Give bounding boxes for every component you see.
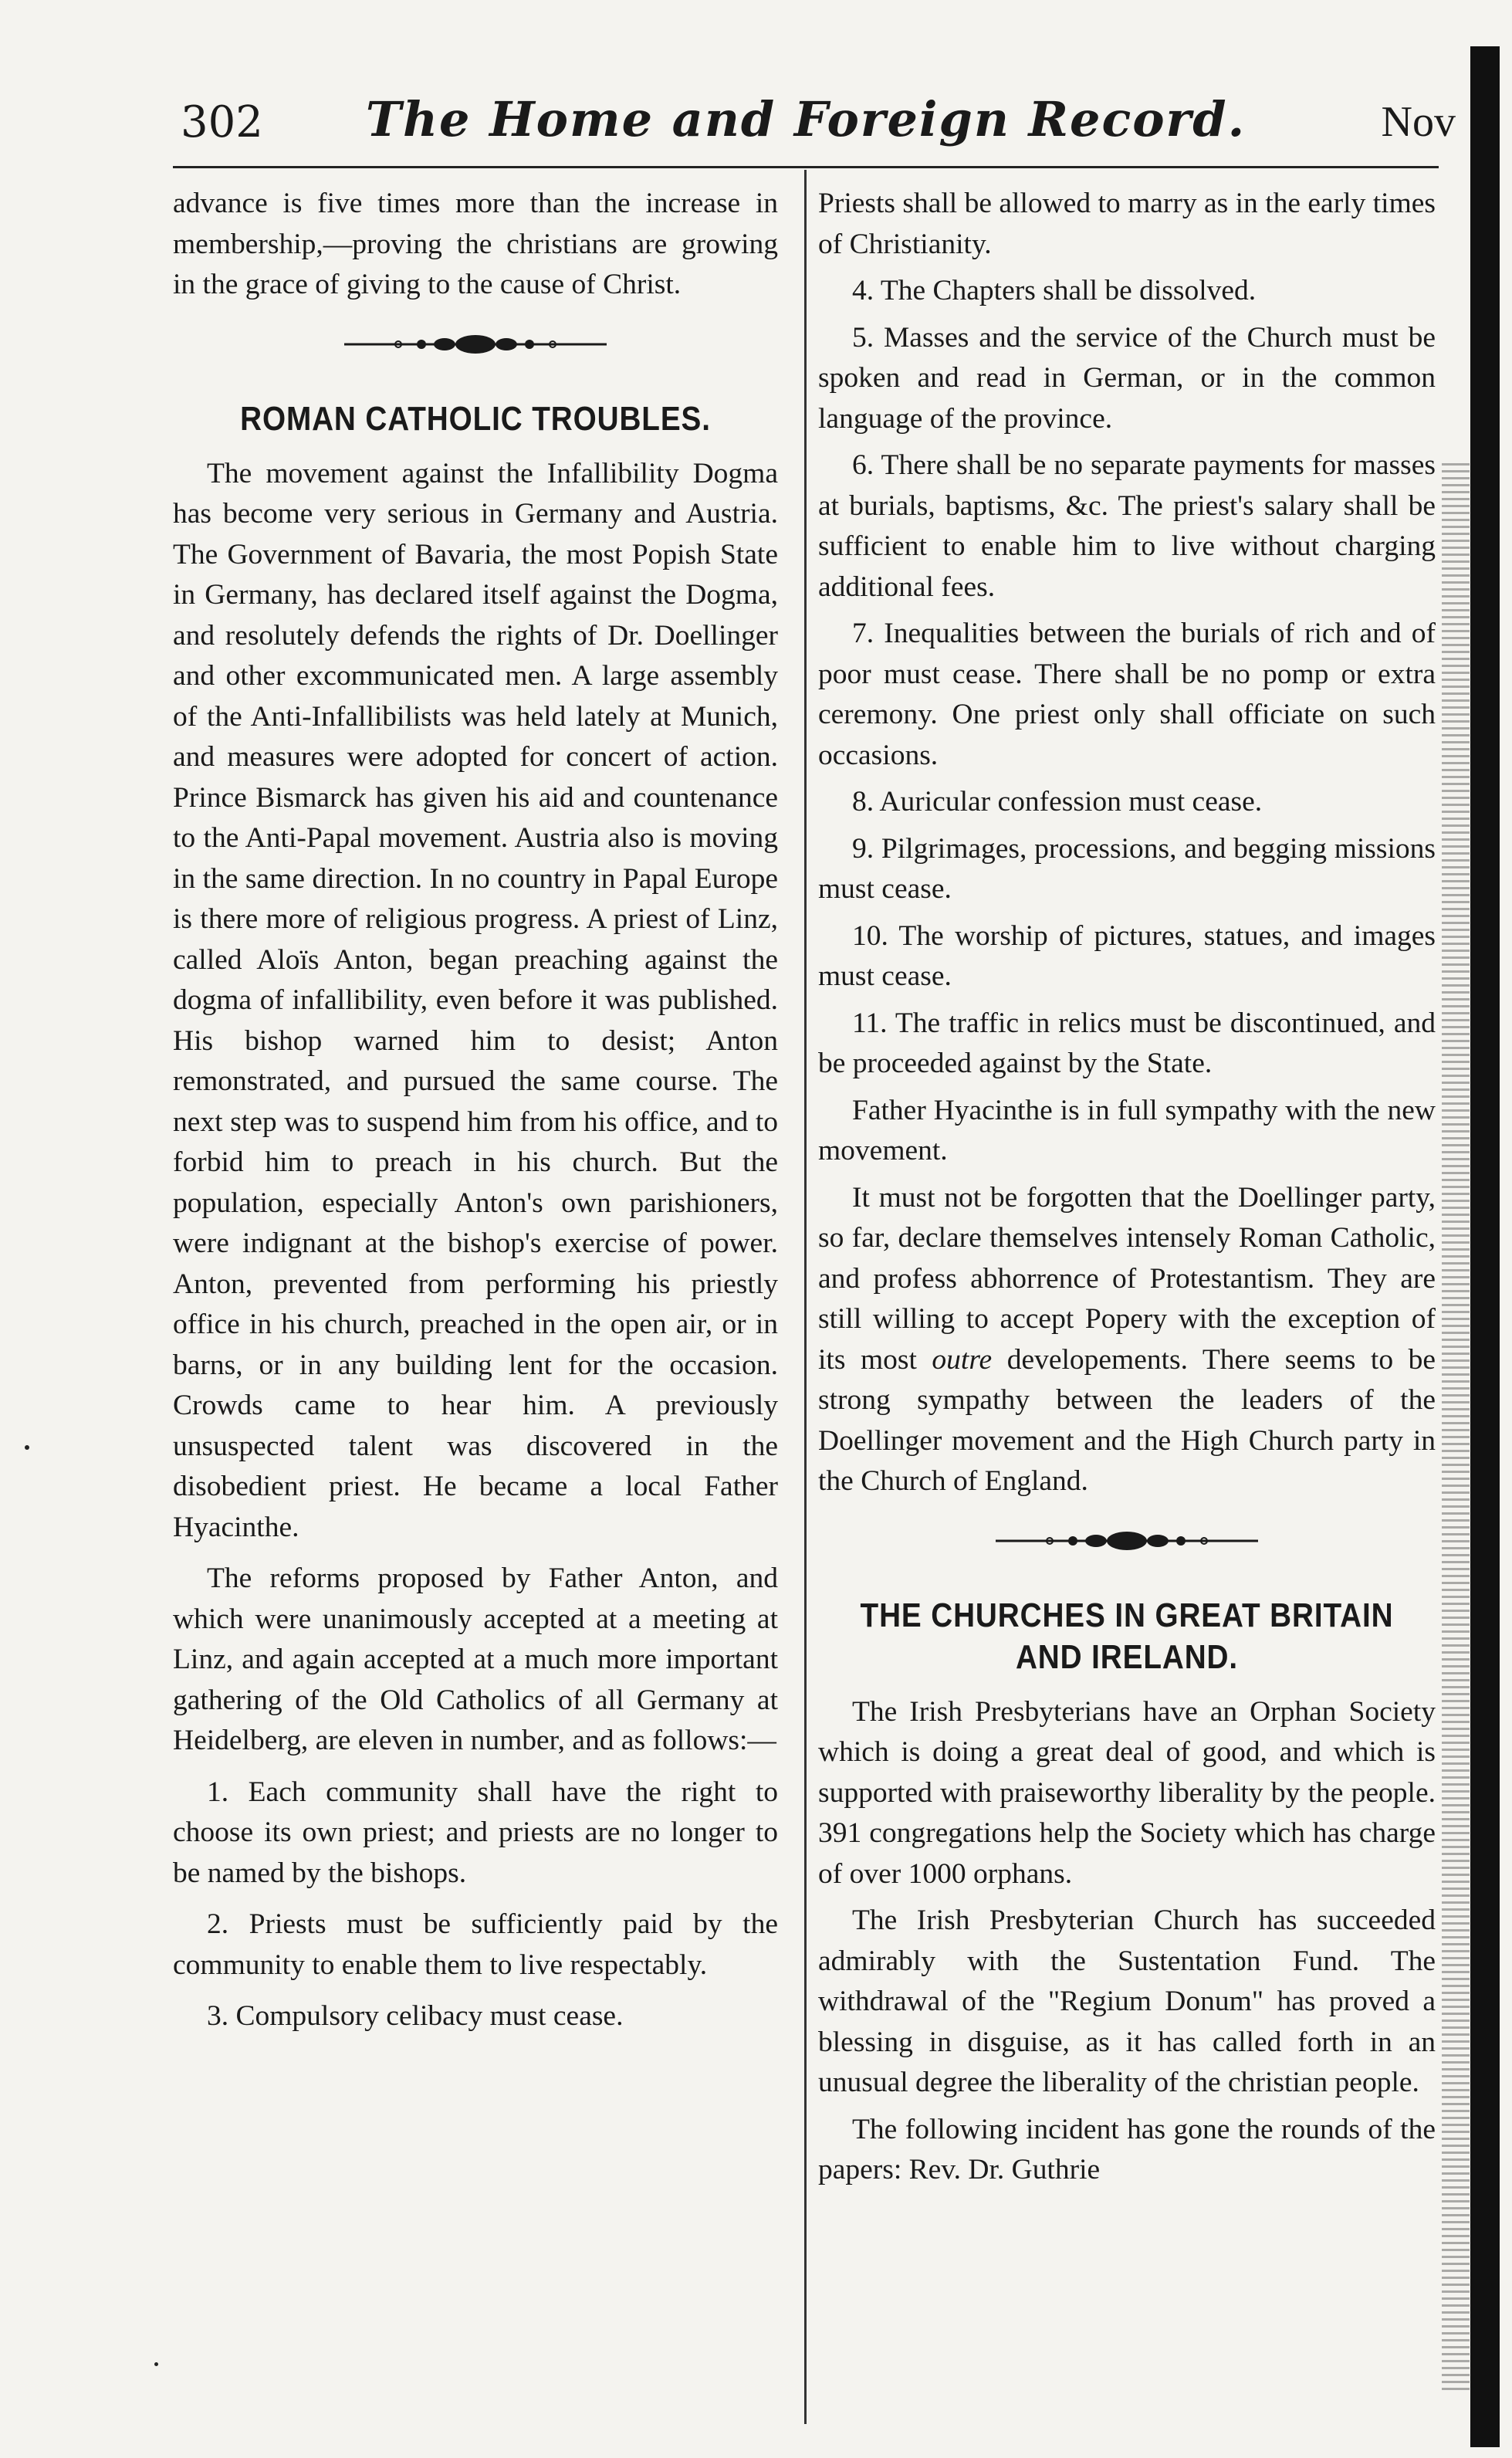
journal-title: The Home and Foreign Record. [365, 91, 1246, 147]
reform-item-2: 2. Priests must be sufficiently paid by the community to enable them to live respectably. [173, 1908, 778, 1981]
right-column [818, 184, 1436, 2197]
paragraph-reforms: The reforms proposed by Father Anton, and which were unanimously accepted at a meeting at Linz, and again accepted at a much more important gathering of the Old Catholics of all Germany at Heidelberg, are eleven in number, and as follows:— [173, 1562, 778, 1756]
reform-item-11: 11. The traffic in relics must be discontinued, and be proceeded against by the State. [818, 1007, 1436, 1079]
doellinger-text-1: It must not be forgotten that the Doellinger party, so far, declare themselves intensely Roman Catholic, and profess abhorrence of Protestantism. They are still willing to accept Popery with the exception of its most [818, 1181, 1436, 1376]
ornament-rule-icon [988, 1525, 1266, 1556]
section-heading-roman-catholic: ROMAN CATHOLIC TROUBLES. [240, 399, 711, 438]
paragraph-movement: The movement against the Infallibility Dogma has become very serious in Germany and Austria. The Government of Bavaria, the most Popish State in Germany, has declared itself against the Dogma, and resolutely defends the rights of Dr. Doellinger and other excommunicated men. A large assembly of the Anti-Infallibilists was held lately at Munich, and measures were adopted for concert of action. Prince Bismarck has given his aid and countenance to the Anti-Papal movement. Austria also is moving in the same direction. In no country in Papal Europe is there more of religious progress. A priest of Linz, called Aloïs Anton, began preaching against the dogma of infallibility, even before it was published. His bishop warned him to desist; Anton remonstrated, and pursued the same course. The next step was to suspend him from his office, and to forbid him to preach in his church. But the population, especially Anton's own parishioners, were indignant at the bishop's exercise of power. Anton, prevented from performing his priestly office in his church, preached in the open air, or in barns, or in any building lent for the occasion. Crowds came to hear him. A previously unsuspected talent was discovered in the disobedient priest. He became a local Father Hyacinthe. [173, 457, 778, 1543]
section-heading-churches: THE CHURCHES IN GREAT BRITAIN AND IRELAND. [860, 1596, 1394, 1676]
speck [154, 2362, 158, 2366]
issue-month: Nov [1381, 98, 1456, 146]
doellinger-outre: outre [932, 1343, 993, 1376]
ornament-rule-icon [337, 329, 614, 360]
section-ornament [818, 1525, 1436, 1556]
reform-item-1: 1. Each community shall have the right to choose its own priest; and priests are no longer to be named by the bishops. [173, 1776, 778, 1889]
intro-paragraph: advance is five times more than the increase in membership,—proving the christians are growing in the grace of giving to the cause of Christ. [173, 188, 778, 300]
header-rule [173, 166, 1439, 168]
binding-edge [1470, 46, 1500, 2447]
reform-item-5: 5. Masses and the service of the Church must be spoken and read in German, or in the common language of the province. [818, 321, 1436, 435]
paragraph-sustentation: The Irish Presbyterian Church has succeeded admirably with the Sustentation Fund. The withdrawal of the "Regium Donum" has proved a blessing in disguise, as it has called forth in an unusual degree the liberality of the christian people. [818, 1904, 1436, 2098]
reform-item-10: 10. The worship of pictures, statues, and images must cease. [818, 919, 1436, 992]
speck [25, 1445, 29, 1450]
section-ornament [173, 329, 778, 360]
left-column [173, 184, 778, 2048]
running-header [173, 91, 1456, 161]
reform-item-4: 4. The Chapters shall be dissolved. [852, 275, 1257, 306]
paragraph-doellinger [818, 1178, 1436, 1502]
edge-shadow [1442, 463, 1470, 2393]
page-number: 302 [181, 97, 263, 147]
reform-item-3-continued: Priests shall be allowed to marry as in the early times of Christianity. [818, 188, 1436, 260]
reform-item-7: 7. Inequalities between the burials of rich and of poor must cease. There shall be no pomp or extra ceremony. One priest only shall officiate on such occasions. [818, 618, 1436, 771]
paragraph-incident: The following incident has gone the rounds of the papers: Rev. Dr. Guthrie [818, 2113, 1436, 2185]
column-divider [804, 170, 807, 2424]
doellinger-text-2: developements. There seems to be strong sympathy between the leaders of the Doellinger movement and the High Church party in the Church of England. [818, 1343, 1436, 1497]
reform-item-8: 8. Auricular confession must cease. [852, 786, 1263, 818]
reform-item-3: 3. Compulsory celibacy must cease. [207, 2000, 624, 2032]
reform-item-6: 6. There shall be no separate payments for masses at burials, baptisms, &c. The priest's salary shall be sufficient to enable him to live without charging additional fees. [818, 449, 1436, 603]
reform-item-9: 9. Pilgrimages, processions, and begging missions must cease. [818, 832, 1436, 905]
paragraph-orphan-society: The Irish Presbyterians have an Orphan Society which is doing a great deal of good, and which is supported with praiseworthy liberality by the people. 391 congregations help the Society which has charge of over 1000 orphans. [818, 1695, 1436, 1890]
paragraph-hyacinthe: Father Hyacinthe is in full sympathy with the new movement. [818, 1094, 1436, 1166]
